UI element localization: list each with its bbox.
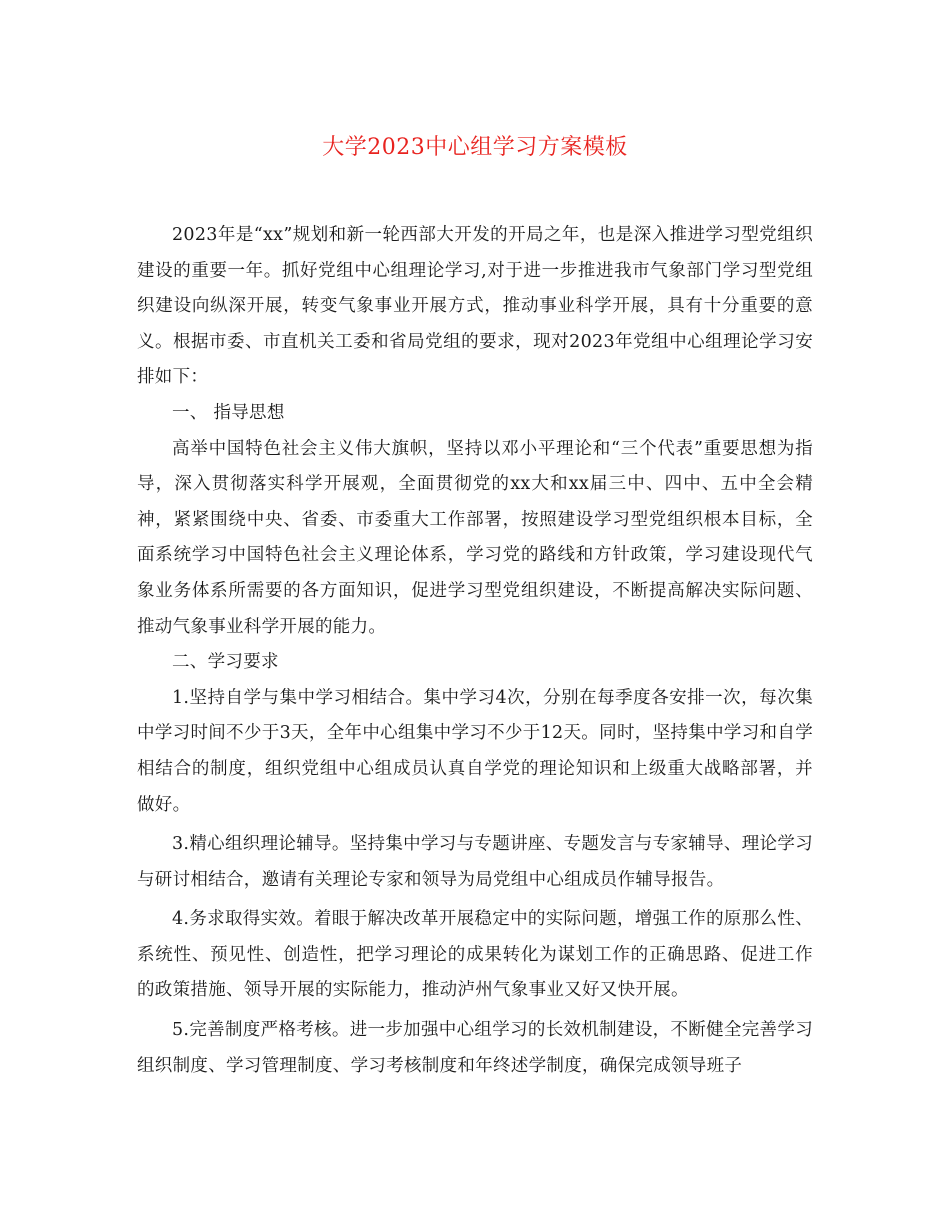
requirement-item-3: 3.精心组织理论辅导。坚持集中学习与专题讲座、专题发言与专家辅导、理论学习与研讨相结合，邀请有关理论专家和领导为局党组中心组成员作辅导报告。	[137, 834, 813, 890]
document-title: 大学2023中心组学习方案模板	[322, 135, 628, 160]
requirement-item-1: 1.坚持自学与集中学习相结合。集中学习4次，分别在每季度各安排一次，每次集中学习时间不少于3天，全年中心组集中学习不少于12天。同时，坚持集中学习和自学相结合的制度，组织党组中心组成员认真自学党的理论知识和上级重大战略部署，并做好。	[137, 687, 813, 815]
guiding-ideology-paragraph: 高举中国特色社会主义伟大旗帜，坚持以邓小平理论和“三个代表”重要思想为指导，深入贯彻落实科学开展观，全面贯彻党的xx大和xx届三中、四中、五中全会精神，紧紧围绕中央、省委、市委重大工作部署，按照建设学习型党组织根本目标，全面系统学习中国特色社会主义理论体系，学习党的路线和方针政策，学习建设现代气象业务体系所需要的各方面知识，促进学习型党组织建设，不断提高解决实际问题、推动气象事业科学开展的能力。	[137, 438, 813, 637]
section-heading-guiding-ideology: 一、 指导思想	[172, 402, 285, 423]
document-body	[137, 218, 813, 1084]
intro-paragraph: 2023年是“xx”规划和新一轮西部大开发的开局之年，也是深入推进学习型党组织建设的重要一年。抓好党组中心组理论学习,对于进一步推进我市气象部门学习型党组织建设向纵深开展，转变气象事业开展方式，推动事业科学开展，具有十分重要的意义。根据市委、市直机关工委和省局党组的要求，现对2023年党组中心组理论学习安排如下：	[137, 225, 813, 388]
requirement-item-4: 4.务求取得实效。着眼于解决改革开展稳定中的实际问题，增强工作的原那么性、系统性、预见性、创造性，把学习理论的成果转化为谋划工作的正确思路、促进工作的政策措施、领导开展的实际能力，推动泸州气象事业又好又快开展。	[137, 909, 813, 1001]
section-heading-study-requirements: 二、学习要求	[172, 652, 279, 673]
requirement-item-5: 5.完善制度严格考核。进一步加强中心组学习的长效机制建设，不断健全完善学习组织制度、学习管理制度、学习考核制度和年终述学制度，确保完成领导班子	[137, 1020, 813, 1076]
